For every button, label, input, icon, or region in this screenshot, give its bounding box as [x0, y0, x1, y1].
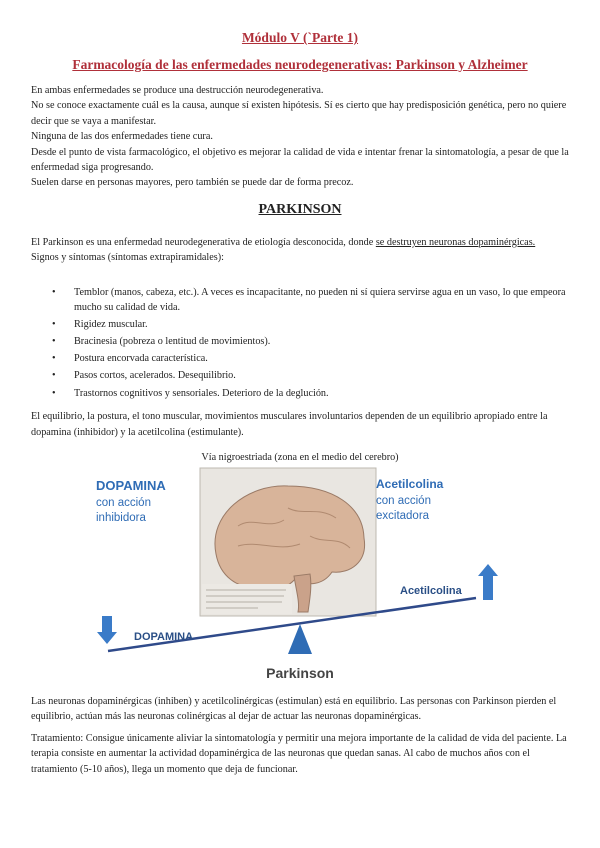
list-item [52, 286, 574, 315]
definition-text: El Parkinson es una enfermedad neurodegenerativa de etiología desconocida, donde [31, 237, 376, 248]
bottom-paragraph: Tratamiento: Consigue únicamente aliviar la sintomatología y permitir una mejora importante de la calidad de vida del paciente. La terapia consiste en aumentar la actividad dopaminérgica de las neuronas que quedan sanas. Al cabo de muchos años con el tratamiento (5-10 años), llega un momento que deja de funcionar. [31, 732, 567, 775]
intro-line: En ambas enfermedades se produce una destrucción neurodegenerativa. [31, 85, 324, 96]
symptom-text: Pasos cortos, acelerados. Desequilibrio. [74, 370, 236, 382]
down-arrow-icon [97, 616, 117, 644]
symptom-text: Postura encorvada característica. [74, 353, 208, 365]
image-caption-area [202, 584, 292, 614]
symptom-text: Rigidez muscular. [74, 318, 148, 330]
list-item [52, 352, 574, 367]
dopamina-title: DOPAMINA [96, 478, 166, 493]
symptom-text: Trastornos cognitivos y sensoriales. Deterioro de la deglución. [74, 387, 329, 399]
dopamina-subtitle: con acción [96, 497, 151, 509]
bottom-block [31, 694, 576, 783]
bullet: • [52, 370, 56, 382]
symptom-text: Bracinesia (pobreza o lentitud de movimientos). [74, 335, 271, 347]
bullet: • [52, 353, 56, 365]
module-title: Módulo V (`Parte 1) [241, 30, 359, 45]
intro-line: Suelen darse en personas mayores, pero también se puede dar de forma precoz. [31, 177, 354, 189]
acetilcolina-subtitle: con acción [376, 495, 431, 507]
bullet: • [52, 318, 56, 330]
symptom-list [52, 286, 574, 404]
signs-heading: Signos y síntomas (síntomas extrapiramidales): [31, 251, 224, 263]
acetilcolina-subtitle: excitadora [376, 510, 430, 522]
symptom-text: Temblor (manos, cabeza, etc.). A veces es incapacitante, no pueden ni sí quiera servirse agua en un vaso, lo que empeora mucho su calidad de vida. [74, 287, 566, 313]
list-item [52, 387, 574, 402]
bullet: • [52, 335, 56, 347]
intro-block [31, 83, 576, 191]
balance-figure [88, 466, 528, 686]
up-arrow-icon [478, 564, 498, 600]
list-item [52, 369, 574, 384]
document-subtitle: Farmacología de las enfermedades neurodegenerativas: Parkinson y Alzheimer [72, 57, 528, 72]
equilibrium-text: El equilibrio, la postura, el tono muscular, movimientos musculares involuntarios dependen de un equilibrio apropiado entre la dopamina (inhibidor) y la acetilcolina (estimulante). [31, 411, 548, 438]
definition-paragraph [31, 236, 576, 251]
intro-line: Ninguna de las dos enfermedades tiene cura. [31, 131, 213, 143]
bullet: • [52, 387, 56, 399]
definition-underlined: se destruyen neuronas dopaminérgicas. [375, 237, 536, 248]
dopamina-subtitle: inhibidora [96, 512, 146, 524]
list-item [52, 318, 574, 333]
list-item [52, 335, 574, 350]
intro-line: Desde el punto de vista farmacológico, el objetivo es mejorar la calidad de vida e intentar frenar la sintomatología, a pesar de que la enfermedad siga progresando. [31, 146, 569, 174]
beam-label-dopamina: DOPAMINA [134, 631, 194, 643]
intro-line: No se conoce exactamente cuál es la causa, aunque sí existen hipótesis. Sí es cierto que hay predisposición genética, pero no quiere decir que se vaya a manifestar. [31, 100, 567, 127]
bullet: • [52, 287, 56, 298]
fulcrum-triangle [288, 624, 312, 654]
acetilcolina-title: Acetilcolina [376, 477, 444, 491]
parkinson-definition [31, 236, 576, 265]
figure-caption: Vía nigroestriada (zona en el medio del cerebro) [201, 452, 399, 463]
bottom-paragraph: Las neuronas dopaminérgicas (inhiben) y acetilcolinérgicas (estimulan) está en equilibrio. Las personas con Parkinson pierden el equilibrio, actúan más las neuronas colinérgicas al dejar de actuar las neuronas dopaminérgicas. [31, 696, 557, 723]
equilibrium-paragraph [31, 409, 576, 440]
fulcrum-label: Parkinson [266, 665, 334, 681]
section-title-parkinson: PARKINSON [258, 202, 342, 217]
beam-label-acetilcolina: Acetilcolina [400, 585, 462, 597]
